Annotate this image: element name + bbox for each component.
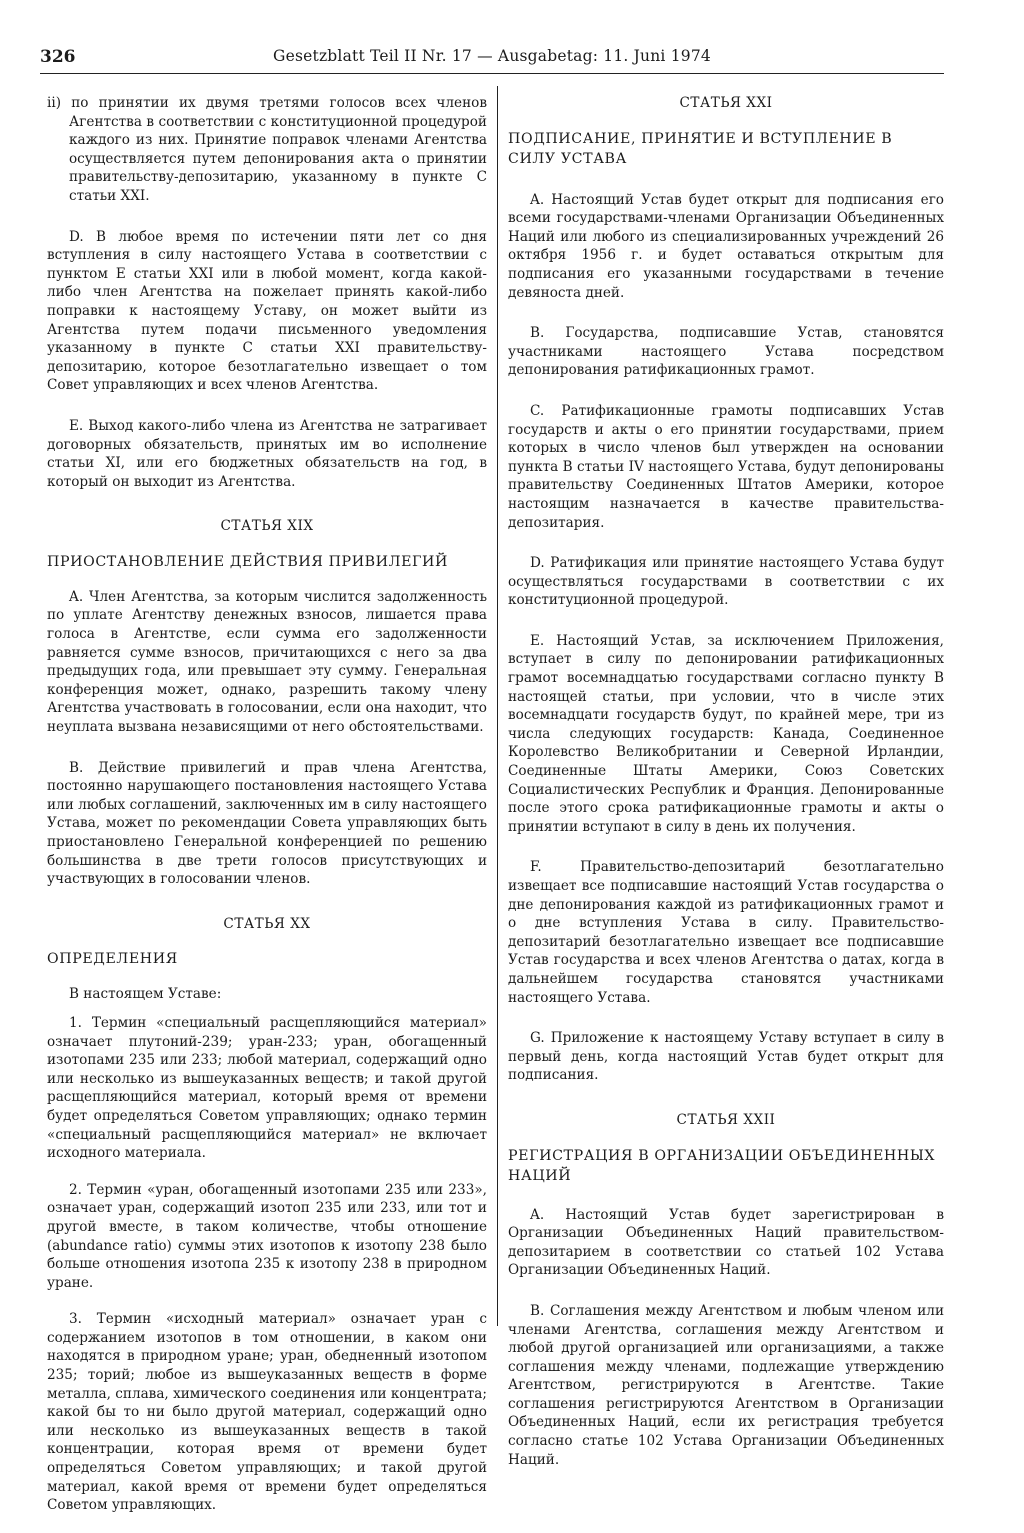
- article-21-para-d: D. Ратификация или принятие настоящего Устава будут осуществляться государствами в соответствии с их конституционной процедурой.: [508, 555, 944, 609]
- article-21-para-f: F. Правительство-депозитарий безотлагательно извещает все подписавшие настоящий Устав государства о дне депонирования каждой из ратификационных грамот и о дне вступления Устава в силу. Правительство-депозитарий безотлагательно извещает все подписавшие Устав государства и всех членов Агентства о датах, когда в дальнейшем государства становятся участниками настоящего Устава.: [508, 859, 944, 1006]
- paragraph-d: D. В любое время по истечении пяти лет со дня вступления в силу настоящего Устава в соответствии с пунктом Е статьи XXI или в любой момент, когда какой-либо член Агентства на пожелает принять какой-либо поправки к настоящему Уставу, он может выйти из Агентства путем подачи письменного уведомления указанному в пункте С статьи XXI правительству-депозитарию, которое безотлагательно извещает о том Совет управляющих и всех членов Агентства.: [47, 228, 487, 394]
- article-19-para-a: A. Член Агентства, за которым числится задолженность по уплате Агентству денежных взносов, лишается права голоса в Агентстве, если сумма его задолженности равняется сумме взносов, причитающихся с него за два предыдущих года, или превышает эту сумму. Генеральная конференция может, однако, разрешить такому члену Агентства участвовать в голосовании, если она находит, что неуплата вызвана независящими от него обстоятельствами.: [47, 588, 487, 736]
- article-20-item-2: 2. Термин «уран, обогащенный изотопами 235 или 233», означает уран, содержащий изотоп 235 или 233, или тот и другой вместе, в таком количестве, чтобы отношение (abundance ratio) суммы этих изотопов к изотопу 238 было больше отношения изотопа 235 к изотопу 238 в природном уране.: [47, 1181, 487, 1291]
- right-column: [508, 94, 944, 1487]
- article-19-para-b: B. Действие привилегий и прав члена Агентства, постоянно нарушающего постановления настоящего Устава или любых соглашений, заключенных им в силу настоящего Устава, может по рекомендации Совета управляющих быть приостановлено Генеральной конференцией по решению большинства в две трети голосов присутствующих и участвующих в голосовании членов.: [47, 759, 487, 888]
- article-20-item-1: 1. Термин «специальный расщепляющийся материал» означает плутоний-239; уран-233; уран, обогащенный изотопами 235 или 233; любой материал, содержащий одно или несколько из вышеуказанных веществ; и такой другой расщепляющийся материал, который время от времени будет определяться Советом управляющих; однако термин «специальный расщепляющийся материал» не включает исходного материала.: [47, 1014, 487, 1162]
- article-22-para-a: A. Настоящий Устав будет зарегистрирован в Организации Объединенных Наций правительством-депозитарием в соответствии со статьей 102 Устава Организации Объединенных Наций.: [508, 1206, 944, 1279]
- article-21-para-b: B. Государства, подписавшие Устав, становятся участниками настоящего Устава посредством депонирования ратификационных грамот.: [508, 325, 944, 379]
- article-22-number: СТАТЬЯ XXII: [676, 1111, 776, 1128]
- item-ii: ii) по принятии их двумя третями голосов всех членов Агентства в соответствии с конституционной процедурой каждого из них. Принятие поправок членами Агентства осуществляется путем депонирования акта о принятии правительству-депозитарию, указанному в пункте С статьи XXI.: [47, 95, 487, 204]
- article-20-title: ОПРЕДЕЛЕНИЯ: [47, 951, 178, 968]
- left-column: [47, 94, 487, 1533]
- article-19-number: СТАТЬЯ XIX: [220, 518, 314, 535]
- article-21-title: ПОДПИСАНИЕ, ПРИНЯТИЕ И ВСТУПЛЕНИЕ В СИЛУ УСТАВА: [508, 130, 893, 167]
- article-20-number: СТАТЬЯ XX: [223, 915, 311, 932]
- article-20-intro: В настоящем Уставе:: [69, 986, 222, 1003]
- article-22-title: РЕГИСТРАЦИЯ В ОРГАНИЗАЦИИ ОБЪЕДИНЕННЫХ НАЦИЙ: [508, 1147, 936, 1184]
- header-rule: [40, 73, 944, 74]
- column-divider: [497, 86, 498, 1326]
- page-number: 326: [40, 47, 76, 67]
- article-21-para-e: E. Настоящий Устав, за исключением Приложения, вступает в силу по депонировании ратификационных грамот восемнадцатью государствами согласно пункту B настоящей статьи, при условии, что в числе этих восемнадцати государств будут, по крайней мере, три из числа следующих государств: Канада, Соединенное Королевство Великобритании и Северной Ирландии, Соединенные Штаты Америки, Союз Советских Социалистических Республик и Франция. Депонированные после этого срока ратификационные грамоты и акты о принятии вступают в силу в день их получения.: [508, 632, 944, 835]
- article-20-item-3: 3. Термин «исходный материал» означает уран с содержанием изотопов в том отношении, в каком они находятся в природном уране; уран, обедненный изотопом 235; торий; любое из вышеуказанных веществ в форме металла, сплава, химического соединения или концентрата; какой бы то ни было другой материал, содержащий одно или несколько из вышеуказанных веществ в такой концентрации, которая время от времени будет определяться Советом управляющих; и такой другой материал, какой время от времени будет определяться Советом управляющих.: [47, 1311, 487, 1514]
- page-header: [40, 47, 944, 73]
- article-22-para-b: B. Соглашения между Агентством и любым членом или членами Агентства, соглашения между Агентством и любой другой организацией или организациями, а также соглашения между членами, подлежащие утверждению Агентством, регистрируются в Агентстве. Такие соглашения регистрируются Агентством в Организации Объединенных Наций, если их регистрация требуется согласно статье 102 Устава Организации Объединенных Наций.: [508, 1302, 944, 1468]
- paragraph-e: E. Выход какого-либо члена из Агентства не затрагивает договорных обязательств, принятых им во исполнение статьи XI, или его бюджетных обязательств на год, в который он выходит из Агентства.: [47, 417, 487, 490]
- article-21-para-c: C. Ратификационные грамоты подписавших Устав государств и акты о его принятии государствами, прием которых в число членов был утвержден на основании пункта B статьи IV настоящего Устава, будут депонированы правительству Соединенных Штатов Америки, которое настоящим назначается в качестве правительства-депозитария.: [508, 402, 944, 531]
- article-21-para-a: A. Настоящий Устав будет открыт для подписания его всеми государствами-членами Организации Объединенных Наций или любого из специализированных учреждений 26 октября 1956 г. и будет оставаться открытым для подписания его указанными государствами в течение девяноста дней.: [508, 191, 944, 301]
- gazette-title: Gesetzblatt Teil II Nr. 17 — Ausgabetag: 11. Juni 1974: [273, 47, 711, 65]
- article-19-title: ПРИОСТАНОВЛЕНИЕ ДЕЙСТВИЯ ПРИВИЛЕГИЙ: [47, 553, 448, 570]
- article-21-para-g: G. Приложение к настоящему Уставу вступает в силу в первый день, когда настоящий Устав будет открыт для подписания.: [508, 1030, 944, 1084]
- article-21-number: СТАТЬЯ XXI: [679, 95, 773, 111]
